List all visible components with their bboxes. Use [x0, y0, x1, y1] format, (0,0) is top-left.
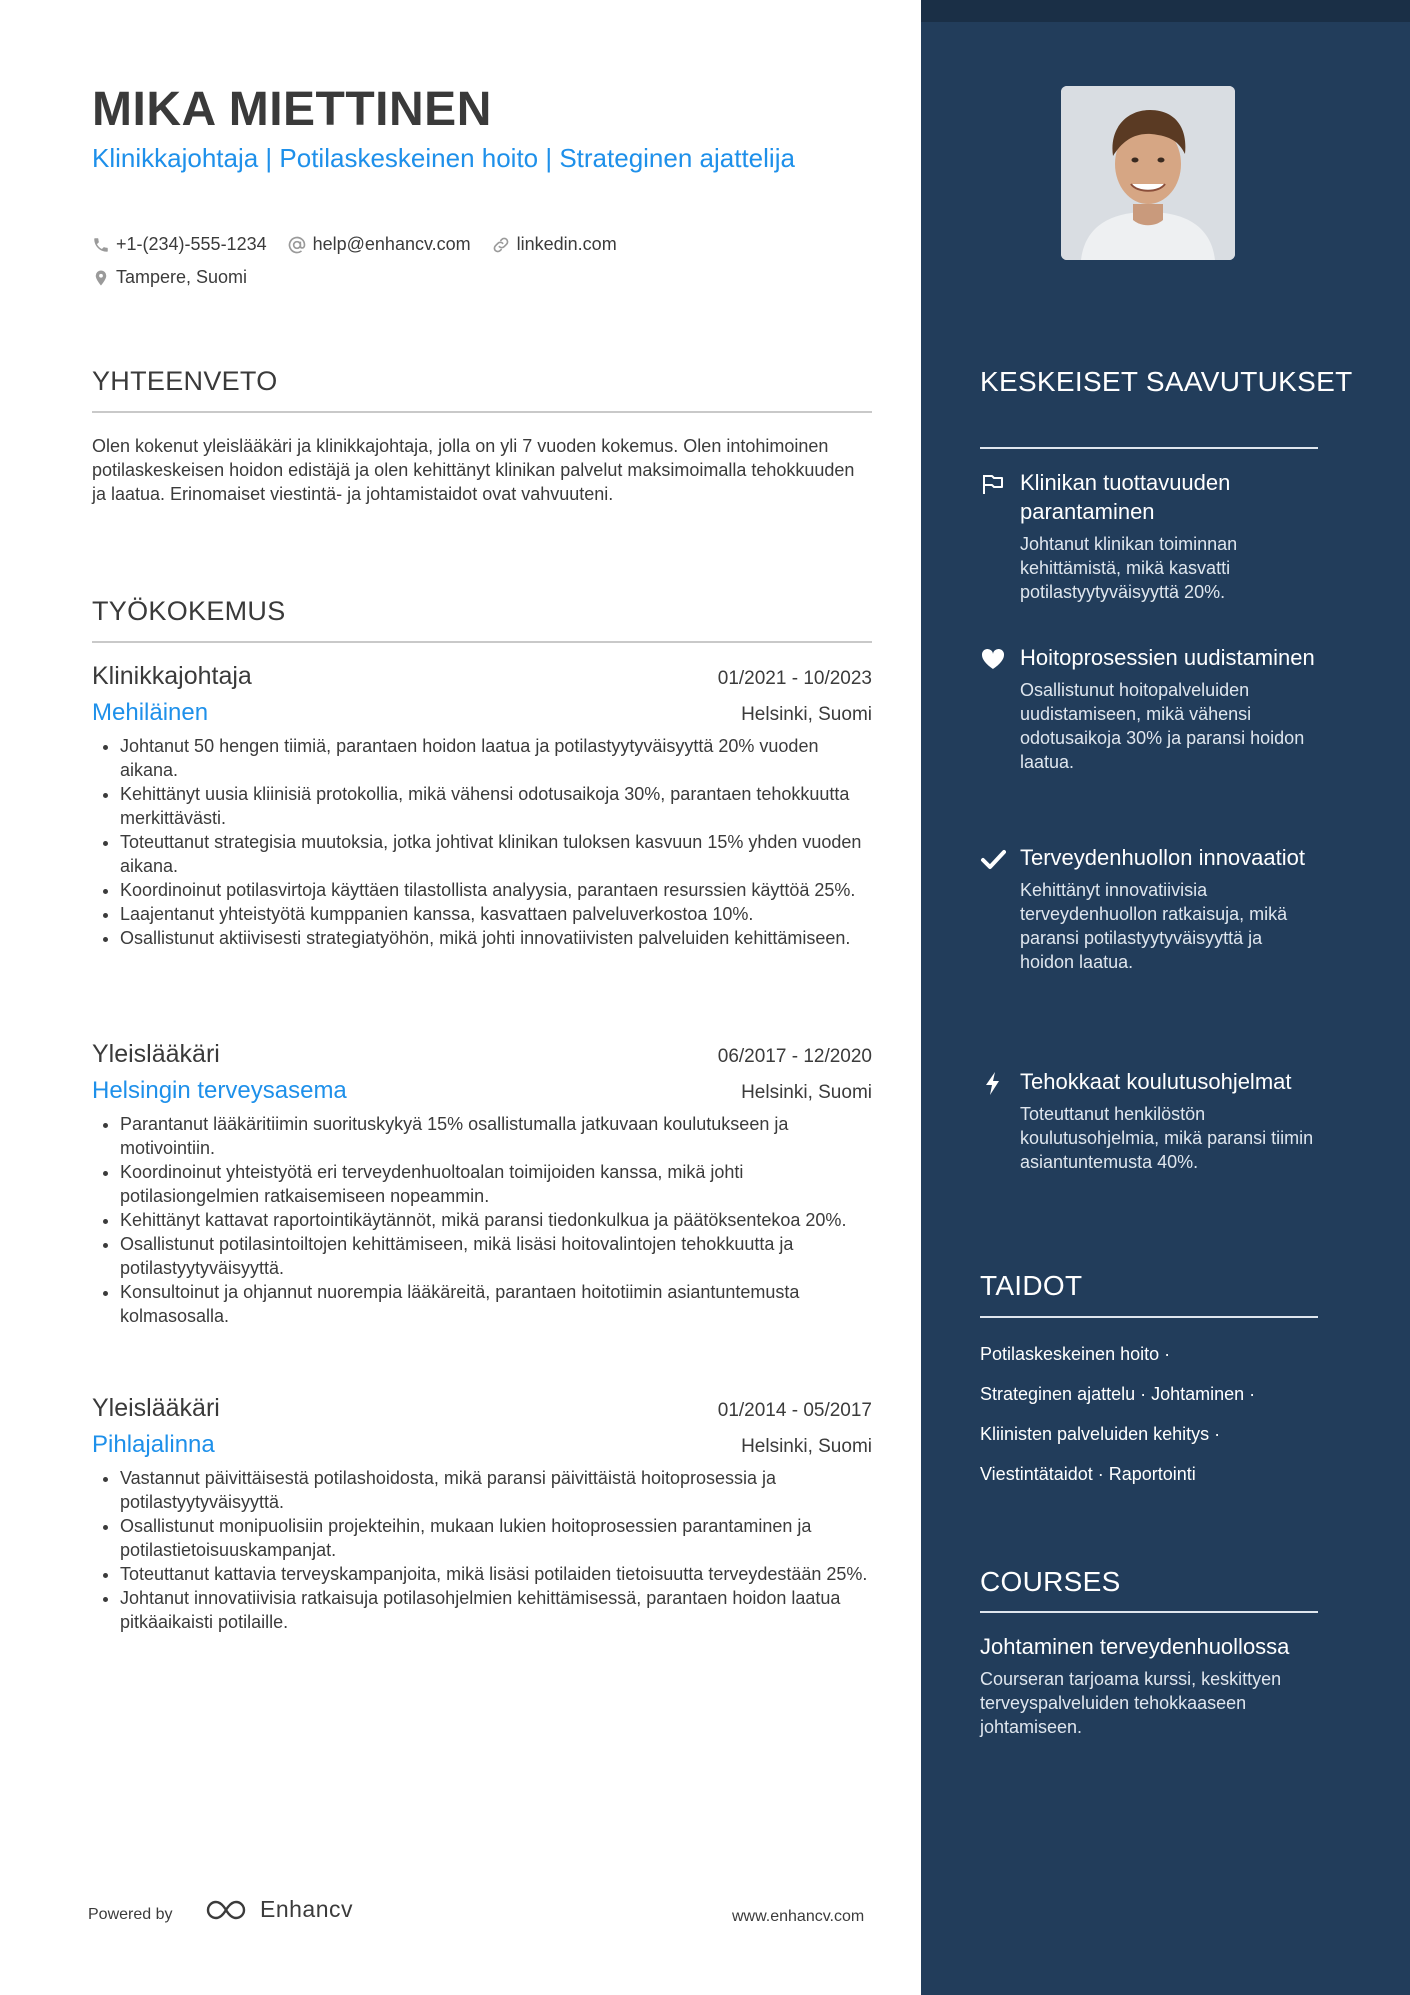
skill-line: Kliinisten palveluiden kehitys · — [980, 1424, 1221, 1444]
avatar-icon — [1061, 86, 1235, 260]
summary-text: Olen kokenut yleislääkäri ja klinikkajohtaja, jolla on yli 7 vuoden kokemus. Olen intohimoinen potilaskeskeisen hoidon edistäjä ja olen kehittänyt klinikan palvelut maksimoimalla tehokkuuden ja laatua. Erinomaiset viestintä- ja johtamistaidot ovat vahvuuteni. — [92, 436, 855, 504]
achievement-item — [980, 468, 1320, 604]
job-title: Klinikkajohtaja — [92, 662, 252, 690]
job-bullet: • Konsultoinut ja ohjannut nuorempia lääkäreitä, parantaen hoitotiimin asiantuntemusta kolmasosalla. — [120, 1280, 872, 1328]
job-bullet: • Laajentanut yhteistyötä kumppanien kanssa, kasvattaen palveluverkostoa 10%. — [120, 902, 872, 926]
job-bullet: • Kehittänyt kattavat raportointikäytännöt, mikä paransi tiedonkulkua ja päätöksentekoa 20%. — [120, 1208, 872, 1232]
achievement-title: Klinikan tuottavuuden parantaminen — [1020, 470, 1231, 524]
skills-list — [980, 1334, 1320, 1494]
job-bullets — [92, 734, 872, 950]
linkedin-contact[interactable] — [491, 234, 617, 255]
job-location: Helsinki, Suomi — [741, 1082, 872, 1103]
achievement-title: Tehokkaat koulutusohjelmat — [1020, 1069, 1292, 1094]
achievement-description: Johtanut klinikan toiminnan kehittämistä, mikä kasvatti potilastyytyväisyyttä 20%. — [1020, 534, 1238, 602]
job-bullet: • Osallistunut aktiivisesti strategiatyöhön, mikä johti innovatiivisten palveluiden kehittämiseen. — [120, 926, 872, 950]
courses-divider — [980, 1611, 1318, 1613]
contact-info — [92, 228, 882, 294]
at-icon — [287, 235, 307, 255]
email-text: help@enhancv.com — [312, 234, 471, 254]
achievements-title: KESKEISET SAAVUTUKSET — [980, 366, 1353, 397]
location-pin-icon — [92, 268, 110, 288]
achievement-description: Kehittänyt innovatiivisia terveydenhuollon ratkaisuja, mikä paransi potilastyytyväisyyttä ja hoidon laatua. — [1020, 880, 1288, 972]
enhancv-logo[interactable] — [206, 1896, 353, 1923]
phone-contact[interactable] — [92, 234, 267, 255]
job-bullet: • Koordinoinut yhteistyötä eri terveydenhuoltoalan toimijoiden kanssa, mikä johti potilasiongelmien ratkaisemiseen nopeammin. — [120, 1160, 872, 1208]
job-bullet: • Vastannut päivittäisestä potilashoidosta, mikä paransi päivittäistä hoitoprosessia ja potilastyytyväisyyttä. — [120, 1466, 872, 1514]
email-contact[interactable] — [287, 234, 471, 255]
job-bullets — [92, 1112, 872, 1328]
course-title: Johtaminen terveydenhuollossa — [980, 1634, 1290, 1659]
job-bullets — [92, 1466, 872, 1634]
skill-line: Potilaskeskeinen hoito · — [980, 1344, 1171, 1364]
skills-divider — [980, 1316, 1318, 1318]
candidate-name: MIKA MIETTINEN — [92, 83, 492, 136]
achievements-divider — [980, 447, 1318, 449]
skill-line: Viestintätaidot · Raportointi — [980, 1464, 1196, 1484]
job-bullet: • Johtanut 50 hengen tiimiä, parantaen hoidon laatua ja potilastyytyväisyyttä 20% vuoden aikana. — [120, 734, 872, 782]
job-dates: 06/2017 - 12/2020 — [717, 1046, 872, 1067]
job-bullet: • Kehittänyt uusia kliinisiä protokollia, mikä vähensi odotusaikoja 30%, parantaen tehokkuutta merkittävästi. — [120, 782, 872, 830]
profile-photo — [1061, 86, 1235, 260]
phone-text: +1-(234)-555-1234 — [116, 234, 267, 254]
linkedin-text: linkedin.com — [516, 234, 617, 254]
sidebar-top-bar — [921, 0, 1410, 22]
summary-title: YHTEENVETO — [92, 366, 278, 396]
job-bullet: • Osallistunut potilasintoiltojen kehittämiseen, mikä lisäsi hoitovalintojen tehokkuutta ja potilastyytyväisyyttä. — [120, 1232, 872, 1280]
location-contact — [92, 267, 247, 288]
job-entry — [92, 662, 872, 950]
achievement-description: Toteuttanut henkilöstön koulutusohjelmia, mikä paransi tiimin asiantuntemusta 40%. — [1020, 1104, 1314, 1172]
course-item — [980, 1632, 1320, 1739]
course-description: Courseran tarjoama kurssi, keskittyen terveyspalveluiden tehokkaaseen johtamiseen. — [980, 1669, 1282, 1737]
location-text: Tampere, Suomi — [116, 267, 248, 287]
footer-website[interactable]: www.enhancv.com — [732, 1908, 865, 1925]
job-dates: 01/2014 - 05/2017 — [717, 1400, 872, 1421]
job-company: Helsingin terveysasema — [92, 1077, 347, 1104]
job-bullet: • Koordinoinut potilasvirtoja käyttäen tilastollista analyysia, parantaen resurssien käyttöä 25%. — [120, 878, 872, 902]
flag-icon — [980, 472, 1006, 496]
heart-icon — [980, 647, 1006, 671]
job-entry — [92, 1040, 872, 1328]
job-company: Mehiläinen — [92, 699, 209, 726]
achievement-title: Terveydenhuollon innovaatiot — [1020, 845, 1305, 870]
job-company: Pihlajalinna — [92, 1431, 215, 1458]
job-bullet: • Toteuttanut strategisia muutoksia, jotka johtivat klinikan tuloksen kasvuun 15% yhden vuoden aikana. — [120, 830, 872, 878]
job-entry — [92, 1394, 872, 1634]
summary-divider — [92, 411, 872, 413]
achievement-description: Osallistunut hoitopalveluiden uudistamiseen, mikä vähensi odotusaikoja 30% ja paransi hoidon laatua. — [1020, 680, 1305, 772]
powered-by-text: Powered by — [88, 1906, 173, 1923]
skill-line: Strateginen ajattelu · Johtaminen · — [980, 1384, 1256, 1404]
enhancv-brand: Enhancv — [260, 1896, 354, 1922]
job-location: Helsinki, Suomi — [741, 704, 872, 725]
achievement-item — [980, 843, 1320, 974]
courses-title: COURSES — [980, 1566, 1121, 1597]
job-bullet: • Johtanut innovatiivisia ratkaisuja potilasohjelmien kehittämisessä, parantaen hoidon laatua pitkäaikaisti potilaille. — [120, 1586, 872, 1634]
enhancv-logo-icon — [206, 1897, 252, 1923]
job-title: Yleislääkäri — [92, 1040, 220, 1068]
check-icon — [980, 847, 1006, 871]
achievement-item — [980, 643, 1320, 774]
phone-icon — [92, 236, 110, 254]
achievement-item — [980, 1067, 1320, 1174]
experience-divider — [92, 641, 872, 643]
skills-title: TAIDOT — [980, 1270, 1083, 1301]
job-location: Helsinki, Suomi — [741, 1436, 872, 1457]
achievement-title: Hoitoprosessien uudistaminen — [1020, 645, 1315, 670]
job-dates: 01/2021 - 10/2023 — [717, 668, 872, 689]
tagline: Klinikkajohtaja | Potilaskeskeinen hoito | Strateginen ajattelija — [92, 143, 795, 173]
job-bullet: • Toteuttanut kattavia terveyskampanjoita, mikä lisäsi potilaiden tietoisuutta terveydestään 25%. — [120, 1562, 872, 1586]
job-title: Yleislääkäri — [92, 1394, 220, 1422]
lightning-icon — [980, 1071, 1006, 1095]
link-icon — [491, 235, 511, 255]
experience-title: TYÖKOKEMUS — [92, 596, 286, 626]
job-bullet: • Parantanut lääkäritiimin suorituskykyä 15% osallistumalla jatkuvaan koulutukseen ja motivointiin. — [120, 1112, 872, 1160]
job-bullet: • Osallistunut monipuolisiin projekteihin, mukaan lukien hoitoprosessien parantaminen ja potilastietoisuuskampanjat. — [120, 1514, 872, 1562]
